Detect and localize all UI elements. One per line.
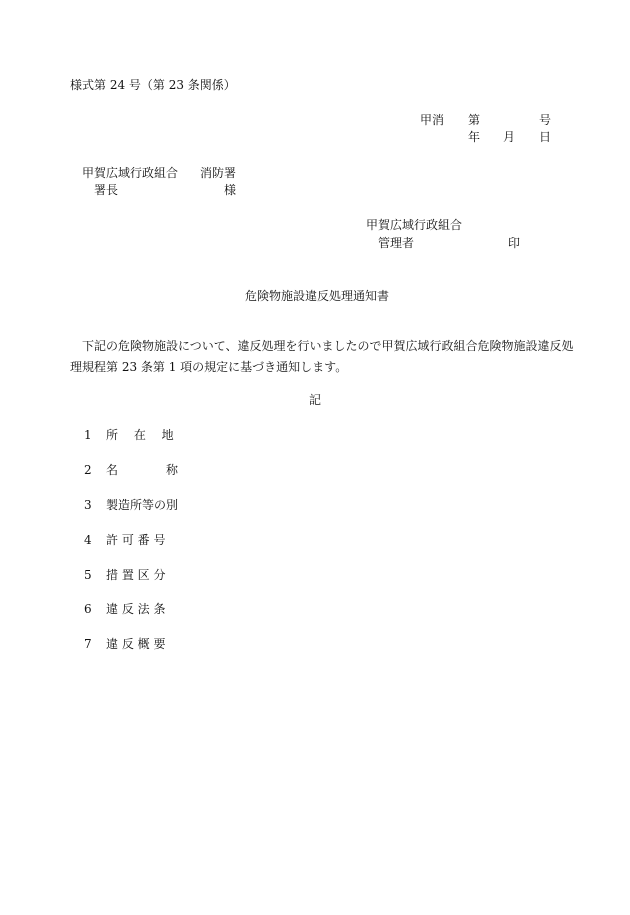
item-label: 措 置 区 分 (106, 568, 166, 582)
date-day: 日 (539, 130, 552, 144)
document-title: 危険物施設違反処理通知書 (245, 289, 390, 303)
item-label: 所 在 地 (106, 428, 174, 442)
sender-title: 管理者 (378, 236, 415, 250)
item-label: 許 可 番 号 (106, 533, 166, 547)
item-number: 2 (84, 463, 92, 477)
addressee-honorific: 様 (224, 183, 237, 197)
item-number: 5 (84, 568, 92, 582)
item-number: 3 (84, 498, 92, 512)
addressee-title: 署長 (94, 183, 119, 197)
item-number: 4 (84, 533, 92, 547)
addressee-station: 消防署 (200, 166, 237, 180)
item-label: 違 反 法 条 (106, 602, 166, 616)
form-number: 様式第 24 号（第 23 条関係） (70, 78, 236, 92)
addressee-org: 甲賀広域行政組合 (82, 166, 179, 180)
date-month: 月 (503, 130, 516, 144)
sender-seal: 印 (508, 236, 521, 250)
item-number: 7 (84, 637, 92, 651)
reference-dai: 第 (468, 113, 481, 127)
item-number: 6 (84, 602, 92, 616)
sender-org: 甲賀広域行政組合 (366, 218, 463, 232)
date-year: 年 (468, 130, 481, 144)
body-text: 下記の危険物施設について、違反処理を行いましたので甲賀広域行政組合危険物施設違反処理規程第 23 条第 1 項の規定に基づき通知します。 (70, 339, 574, 374)
item-number: 1 (84, 428, 92, 442)
ki-heading: 記 (309, 393, 322, 407)
reference-prefix: 甲消 (420, 113, 445, 127)
item-label: 違 反 概 要 (106, 637, 166, 651)
item-label: 名 称 (106, 463, 179, 477)
item-label: 製造所等の別 (106, 498, 179, 512)
reference-go: 号 (539, 113, 552, 127)
